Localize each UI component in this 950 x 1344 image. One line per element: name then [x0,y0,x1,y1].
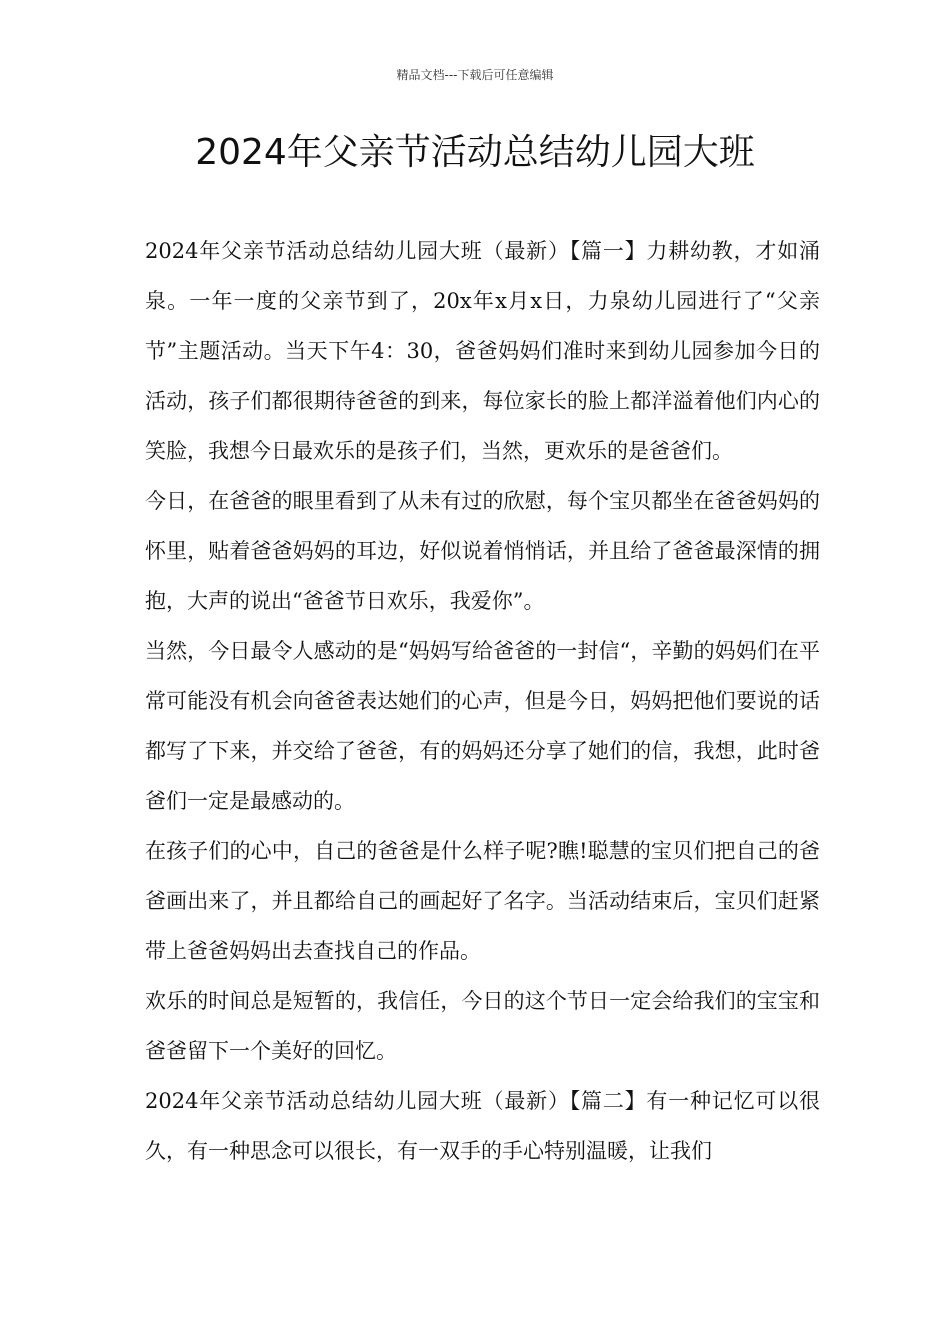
paragraph-5: 欢乐的时间总是短暂的，我信任，今日的这个节日一定会给我们的宝宝和爸爸留下一个美好的回忆。 [145,989,820,1063]
paragraph-1: 2024年父亲节活动总结幼儿园大班（最新）【篇一】力耕幼教，才如涌泉。一年一度的父亲节到了，20x年x月x日，力泉幼儿园进行了“父亲节”主题活动。当天下午4：30，爸爸妈妈们准时来到幼儿园参加今日的活动，孩子们都很期待爸爸的到来，每位家长的脸上都洋溢着他们内心的笑脸，我想今日最欢乐的是孩子们，当然，更欢乐的是爸爸们。 [145,239,820,463]
page-header: 精品文档---下载后可任意编辑 [396,68,554,82]
document-title: 2024年父亲节活动总结幼儿园大班 [195,132,755,173]
paragraph-2: 今日，在爸爸的眼里看到了从未有过的欣慰，每个宝贝都坐在爸爸妈妈的怀里，贴着爸爸妈妈的耳边，好似说着悄悄话，并且给了爸爸最深情的拥抱，大声的说出“爸爸节日欢乐，我爱你”。 [145,489,820,613]
paragraph-3: 当然，今日最令人感动的是“妈妈写给爸爸的一封信“，辛勤的妈妈们在平常可能没有机会向爸爸表达她们的心声，但是今日，妈妈把他们要说的话都写了下来，并交给了爸爸，有的妈妈还分享了她们的信，我想，此时爸爸们一定是最感动的。 [145,639,820,813]
paragraph-4: 在孩子们的心中，自己的爸爸是什么样子呢?瞧!聪慧的宝贝们把自己的爸爸画出来了，并且都给自己的画起好了名字。当活动结束后，宝贝们赶紧带上爸爸妈妈出去查找自己的作品。 [145,839,820,963]
document-body [145,226,820,1176]
paragraph-6: 2024年父亲节活动总结幼儿园大班（最新）【篇二】有一种记忆可以很久，有一种思念可以很长，有一双手的手心特别温暖，让我们 [145,1089,820,1163]
